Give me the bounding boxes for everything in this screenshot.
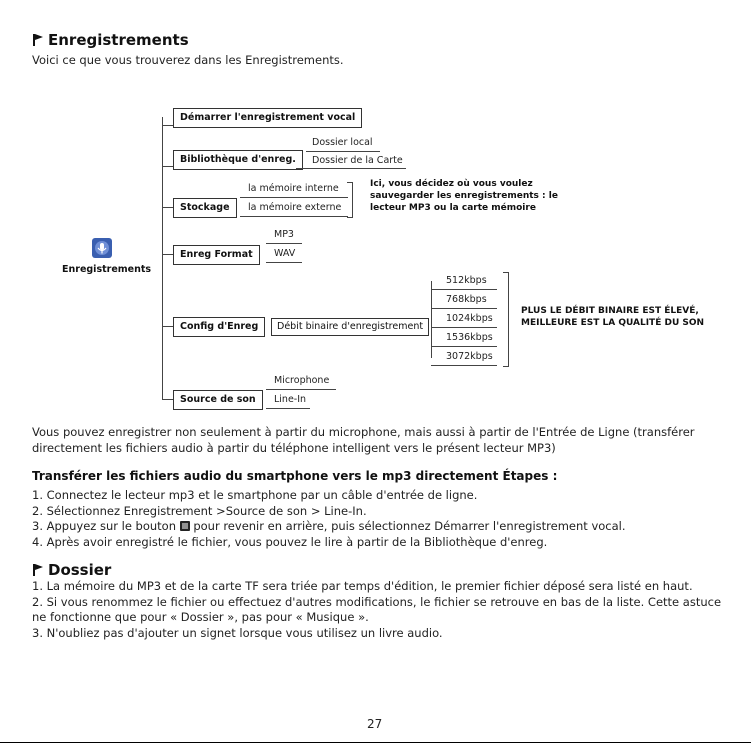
connector bbox=[162, 399, 173, 400]
back-button-icon bbox=[180, 521, 190, 531]
list-item: 2. Si vous renommez le fichier ou effectuez d'autres modifications, le fichier se retrouve en bas de la liste. Cette astuce bbox=[32, 594, 722, 609]
paragraph-line-1: Vous pouvez enregistrer non seulement à partir du microphone, mais aussi à partir de l'Entrée de Ligne (transférer bbox=[32, 425, 695, 439]
list-item: 1. Connectez le lecteur mp3 et le smartphone par un câble d'entrée de ligne. bbox=[32, 488, 478, 502]
leaf-local-folder: Dossier local bbox=[312, 137, 373, 148]
connector bbox=[431, 365, 497, 366]
leaf-wav: WAV bbox=[274, 248, 296, 259]
connector bbox=[431, 289, 497, 290]
list-item: 4. Après avoir enregistré le fichier, vous pouvez le lire à partir de la Bibliothèque d'enreg. bbox=[32, 534, 548, 549]
connector bbox=[162, 254, 173, 255]
bracket bbox=[508, 272, 509, 367]
section-title-enregistrements: Enregistrements bbox=[32, 31, 189, 49]
paragraph-line-2: directement les fichiers audio à partir du téléphone intelligent vers le présent lecteur MP3) bbox=[32, 441, 556, 455]
steps-title: Transférer les fichiers audio du smartphone vers le mp3 directement Étapes : bbox=[32, 469, 558, 483]
bitrate-512: 512kbps bbox=[446, 275, 487, 286]
flag-icon bbox=[32, 564, 44, 576]
bracket bbox=[503, 272, 508, 273]
bitrate-1536: 1536kbps bbox=[446, 332, 493, 343]
branch-format: Enreg Format bbox=[173, 245, 260, 265]
connector bbox=[431, 346, 497, 347]
section-title-dossier: Dossier bbox=[32, 561, 111, 579]
leaf-line-in: Line-In bbox=[274, 394, 307, 405]
bracket bbox=[352, 182, 353, 218]
leaf-external-memory: la mémoire externe bbox=[248, 202, 342, 213]
bracket bbox=[347, 182, 352, 183]
connector bbox=[431, 327, 497, 328]
list-item: ne fonctionne que pour « Dossier », pas pour « Musique ». bbox=[32, 610, 369, 624]
microphone-icon bbox=[92, 238, 112, 258]
storage-note: Ici, vous décidez où vous voulez sauvegarder les enregistrements : le lecteur MP3 ou la carte mémoire bbox=[370, 179, 558, 213]
list-item: 3. Appuyez sur le bouton pour revenir en arrière, puis sélectionnez Démarrer l'enregistrement vocal. bbox=[32, 519, 626, 533]
mind-map bbox=[0, 100, 751, 420]
list-item: 3. N'oubliez pas d'ajouter un signet lorsque vous utilisez un livre audio. bbox=[32, 625, 443, 640]
connector bbox=[296, 168, 406, 169]
page-number: 27 bbox=[367, 717, 383, 731]
mindmap-root-label: Enregistrements bbox=[62, 264, 152, 275]
bitrate-1024: 1024kbps bbox=[446, 313, 493, 324]
connector bbox=[266, 262, 302, 263]
bitrate-note: PLUS LE DÉBIT BINAIRE EST ÉLEVÉ, MEILLEURE EST LA QUALITÉ DU SON bbox=[521, 306, 705, 328]
connector bbox=[162, 326, 173, 327]
leaf-microphone: Microphone bbox=[274, 375, 330, 386]
list-item: 2. Sélectionnez Enregistrement >Source de son > Line-In. bbox=[32, 503, 367, 518]
branch-library: Bibliothèque d'enreg. bbox=[173, 150, 303, 170]
branch-start-recording: Démarrer l'enregistrement vocal bbox=[173, 108, 362, 128]
connector bbox=[240, 197, 348, 198]
connector bbox=[306, 151, 380, 152]
dossier-list bbox=[32, 579, 721, 641]
bitrate-768: 768kbps bbox=[446, 294, 487, 305]
steps-list bbox=[32, 488, 626, 550]
connector bbox=[266, 243, 302, 244]
connector bbox=[162, 166, 173, 167]
leaf-internal-memory: la mémoire interne bbox=[248, 183, 339, 194]
section-intro: Voici ce que vous trouverez dans les Enregistrements. bbox=[32, 53, 344, 67]
connector bbox=[431, 308, 497, 309]
leaf-mp3: MP3 bbox=[274, 229, 294, 240]
flag-icon bbox=[32, 34, 44, 46]
branch-source: Source de son bbox=[173, 390, 263, 410]
list-item: 1. La mémoire du MP3 et de la carte TF sera triée par temps d'édition, le premier fichier déposé sera listé en haut. bbox=[32, 579, 693, 593]
connector bbox=[162, 207, 173, 208]
connector bbox=[266, 408, 310, 409]
branch-config: Config d'Enreg bbox=[173, 317, 265, 337]
connector bbox=[266, 389, 336, 390]
bracket bbox=[347, 217, 352, 218]
branch-storage: Stockage bbox=[173, 198, 237, 218]
leaf-bitrate: Débit binaire d'enregistrement bbox=[271, 318, 429, 336]
leaf-card-folder: Dossier de la Carte bbox=[312, 155, 403, 166]
bracket bbox=[503, 366, 508, 367]
page-bottom-rule bbox=[0, 742, 751, 743]
bitrate-3072: 3072kbps bbox=[446, 351, 493, 362]
mindmap-trunk bbox=[162, 117, 163, 400]
connector bbox=[162, 125, 173, 126]
connector bbox=[240, 216, 348, 217]
